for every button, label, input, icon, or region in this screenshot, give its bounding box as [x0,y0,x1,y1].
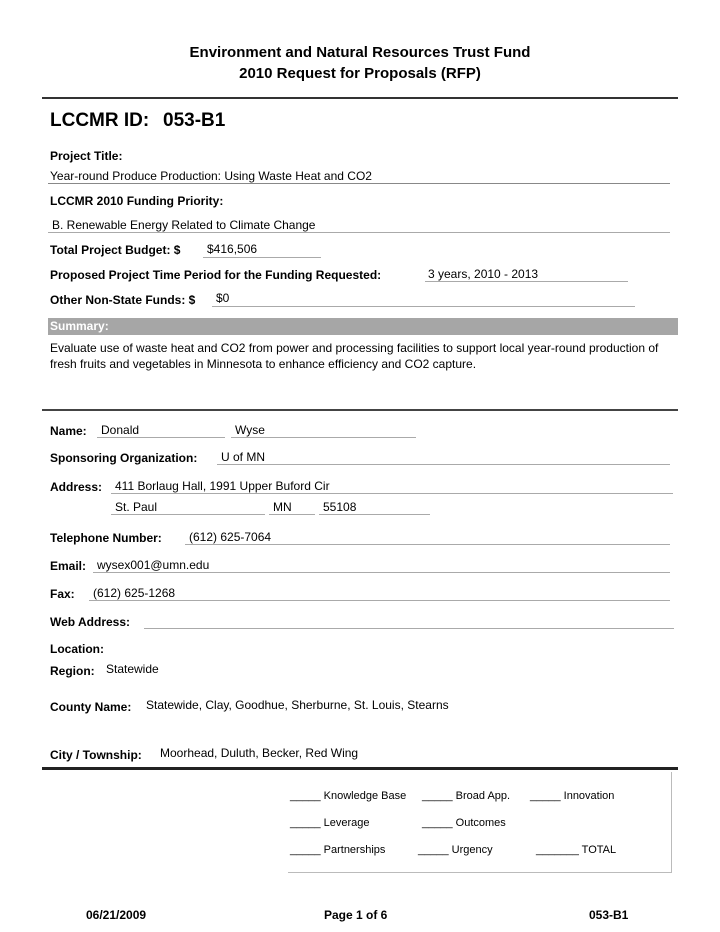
state-underline [269,514,315,515]
header-title-line1: Environment and Natural Resources Trust Fund [189,44,531,61]
summary-label: Summary: [50,319,109,333]
region-label: Region: [50,664,95,678]
project-title-label: Project Title: [50,149,123,163]
county-value: Statewide, Clay, Goodhue, Sherburne, St. Louis, Stearns [146,698,449,712]
first-name-value: Donald [101,423,140,437]
budget-label: Total Project Budget: $ [50,243,181,257]
city-value: St. Paul [115,500,158,514]
time-period-value: 3 years, 2010 - 2013 [428,267,539,281]
time-period-label: Proposed Project Time Period for the Funding Requested: [50,268,382,282]
score-broad-app: _____ Broad App. [422,790,511,802]
email-underline [93,572,670,573]
web-address-underline [144,628,674,629]
email-value: wysex001@umn.edu [97,558,210,572]
last-name-underline [231,437,416,438]
other-funds-label: Other Non-State Funds: $ [50,293,196,307]
score-partnerships: _____ Partnerships [290,844,386,856]
score-urgency: _____ Urgency [418,844,493,856]
summary-divider [42,409,678,411]
project-title-underline [48,183,670,184]
email-label: Email: [50,559,87,573]
zip-underline [319,514,430,515]
telephone-value: (612) 625-7064 [189,530,272,544]
county-label: County Name: [50,700,132,714]
funding-priority-label: LCCMR 2010 Funding Priority: [50,194,224,208]
funding-priority-value: B. Renewable Energy Related to Climate Change [52,218,316,232]
footer-page-number: Page 1 of 6 [324,908,388,922]
budget-value: $416,506 [207,242,258,256]
zip-value: 55108 [323,500,357,514]
summary-header-bar [48,318,678,335]
last-name-value: Wyse [235,423,265,437]
fax-label: Fax: [50,587,75,601]
score-knowledge-base: _____ Knowledge Base [290,790,407,802]
lccmr-id-label: LCCMR ID: [50,110,150,131]
first-name-underline [97,437,225,438]
street-value: 411 Borlaug Hall, 1991 Upper Buford Cir [115,479,330,493]
sponsoring-org-value: U of MN [221,450,266,464]
lccmr-id-value: 053-B1 [163,110,226,131]
other-funds-value: $0 [216,291,230,305]
web-address-label: Web Address: [50,615,131,629]
telephone-underline [185,544,670,545]
location-divider [42,767,678,770]
name-label: Name: [50,424,87,438]
budget-underline [203,257,321,258]
fax-value: (612) 625-1268 [93,586,176,600]
city-township-value: Moorhead, Duluth, Becker, Red Wing [160,746,359,760]
city-underline [111,514,265,515]
other-funds-underline [212,306,635,307]
telephone-label: Telephone Number: [50,531,162,545]
score-leverage: _____ Leverage [290,817,370,829]
score-total: _______ TOTAL [536,844,617,856]
fax-underline [89,600,670,601]
score-innovation: _____ Innovation [530,790,615,802]
header-divider [42,97,678,99]
sponsoring-org-label: Sponsoring Organization: [50,451,198,465]
region-value: Statewide [106,662,159,676]
summary-text: Evaluate use of waste heat and CO2 from power and processing facilities to support local year-round production of fresh fruits and vegetables in Minnesota to enhance efficiency and CO2 capture. [50,341,659,371]
time-period-underline [425,281,628,282]
footer-date: 06/21/2009 [86,908,147,922]
location-label: Location: [50,642,104,656]
sponsoring-org-underline [217,464,670,465]
header-title-line2: 2010 Request for Proposals (RFP) [239,65,481,82]
funding-priority-underline [48,232,670,233]
address-label: Address: [50,480,103,494]
score-outcomes: _____ Outcomes [422,817,506,829]
street-underline [111,493,673,494]
footer-id: 053-B1 [589,908,629,922]
state-value: MN [273,500,292,514]
project-title-value: Year-round Produce Production: Using Waste Heat and CO2 [50,169,372,183]
city-township-label: City / Township: [50,748,142,762]
